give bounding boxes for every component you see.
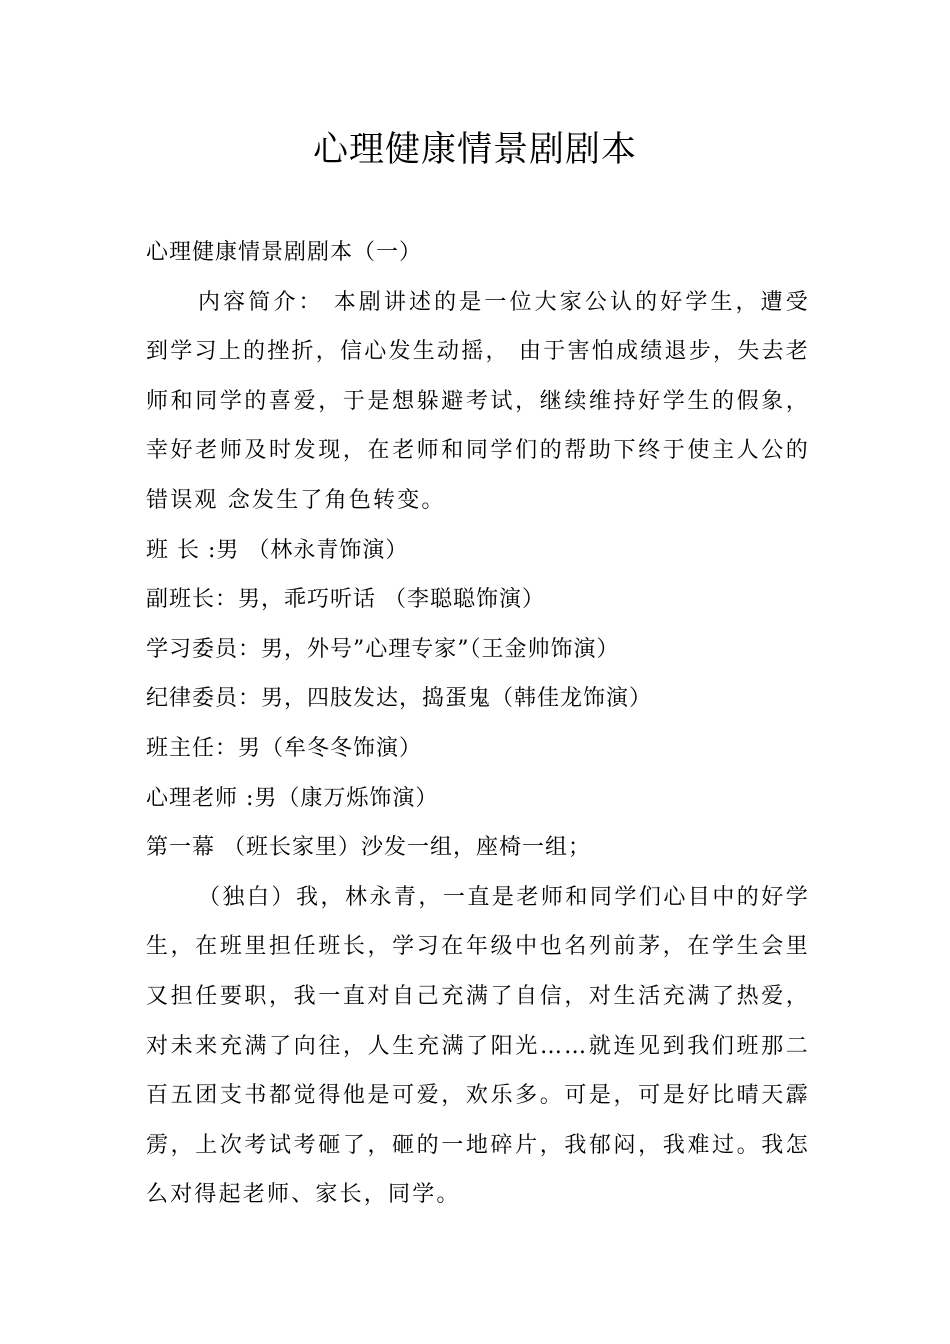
document-body bbox=[146, 228, 810, 1220]
synopsis-paragraph: 内容简介： 本剧讲述的是一位大家公认的好学生，遭受到学习上的挫折，信心发生动摇， 由于害怕成绩退步，失去老师和同学的喜爱，于是想躲避考试，继续维持好学生的假象，幸好老师及时发现，在老师和同学们的帮助下终于使主人公的错误观 念发生了角色转变。 bbox=[146, 289, 810, 513]
role-psychology-teacher: 心理老师 :男（康万烁饰演） bbox=[146, 785, 439, 811]
document-title: 心理健康情景剧剧本 bbox=[312, 130, 637, 170]
role-study-committee: 学习委员：男，外号”心理专家”（王金帅饰演） bbox=[146, 636, 620, 662]
monologue-paragraph: （独白）我，林永青，一直是老师和同学们心目中的好学生，在班里担任班长，学习在年级中也名列前茅，在学生会里又担任要职，我一直对自己充满了自信，对生活充满了热爱，对未来充满了向往，人生充满了阳光……就连见到我们班那二百五团支书都觉得他是可爱，欢乐多。可是，可是好比晴天霹雳，上次考试考砸了，砸的一地碎片，我郁闷，我难过。我怎么对得起老师、家长，同学。 bbox=[146, 884, 810, 1208]
role-head-teacher: 班主任：男（牟冬冬饰演） bbox=[146, 735, 423, 761]
role-discipline-committee: 纪律委员：男，四肢发达，捣蛋鬼（韩佳龙饰演） bbox=[146, 686, 653, 712]
role-vice-monitor: 副班长：男，乖巧听话 （李聪聪饰演） bbox=[146, 587, 545, 613]
role-class-monitor: 班 长 :男 （林永青饰演） bbox=[146, 537, 409, 563]
scene-heading: 第一幕 （班长家里）沙发一组，座椅一组； bbox=[146, 835, 591, 861]
document-subtitle: 心理健康情景剧剧本（一） bbox=[146, 240, 423, 265]
